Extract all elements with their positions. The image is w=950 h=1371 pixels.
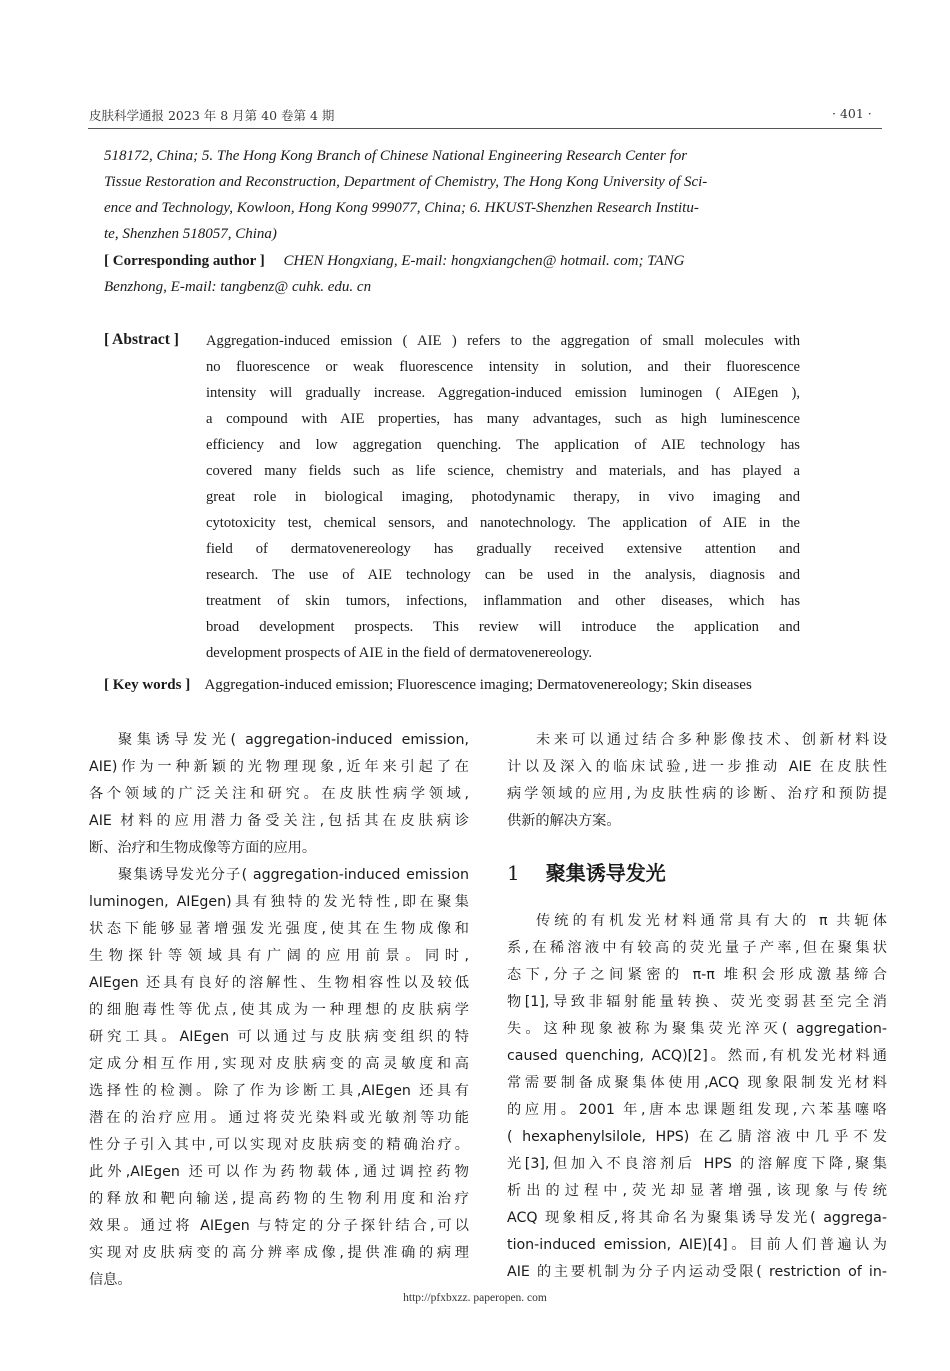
body-line: 析出的过程中,荧光却显著增强,该现象与传统 xyxy=(507,1183,887,1199)
body-line: 的应用。2001 年,唐本忠课题组发现,六苯基噻咯 xyxy=(507,1102,887,1118)
body-line: 实现对皮肤病变的高分辨率成像,提供准确的病理 xyxy=(89,1245,469,1261)
abstract-label: [ Abstract ] xyxy=(104,331,179,348)
body-line: AIE 材料的应用潜力备受关注,包括其在皮肤病诊 xyxy=(89,813,469,829)
abstract-line: Aggregation-induced emission ( AIE ) refers to the aggregation of small molecules with xyxy=(206,333,800,349)
abstract-line: broad development prospects. This review will introduce the application and xyxy=(206,619,800,635)
body-line: 供新的解决方案。 xyxy=(507,813,621,829)
body-line: 断、治疗和生物成像等方面的应用。 xyxy=(89,840,317,856)
intro-paragraph-1 xyxy=(89,727,469,862)
body-line: 各个领域的广泛关注和研究。在皮肤性病学领域, xyxy=(89,786,469,802)
abstract-line: research. The use of AIE technology can be used in the analysis, diagnosis and xyxy=(206,567,800,583)
body-line: 聚集诱导发光( aggregation-induced emission, xyxy=(118,732,469,748)
page-number: · 401 · xyxy=(832,106,872,121)
abstract-line: field of dermatovenereology has gradually received extensive attention and xyxy=(206,541,800,557)
corresponding-label: [ Corresponding author ] xyxy=(104,253,265,269)
corresponding-contact-cont: Benzhong, E-mail: tangbenz@ cuhk. edu. cn xyxy=(104,279,372,295)
body-line: AIEgen 还具有良好的溶解性、生物相容性以及较低 xyxy=(89,975,469,991)
body-line: luminogen, AIEgen)具有独特的发光特性,即在聚集 xyxy=(89,894,469,910)
keywords-label: [ Key words ] xyxy=(104,677,191,693)
abstract-body xyxy=(206,328,800,666)
affiliation-line: Tissue Restoration and Reconstruction, Department of Chemistry, The Hong Kong University of Sci- xyxy=(104,174,708,190)
affiliation-line: te, Shenzhen 518057, China) xyxy=(104,226,277,242)
abstract-line: great role in biological imaging, photodynamic therapy, in vivo imaging and xyxy=(206,489,800,505)
body-line: 病学领域的应用,为皮肤性病的诊断、治疗和预防提 xyxy=(507,786,887,802)
abstract-line: a compound with AIE properties, has many advantages, such as high luminescence xyxy=(206,411,800,427)
body-line: 物[1],导致非辐射能量转换、荧光变弱甚至完全消 xyxy=(507,994,887,1010)
body-line: 潜在的治疗应用。通过将荧光染料或光敏剂等功能 xyxy=(89,1110,469,1126)
body-line: 的细胞毒性等优点,使其成为一种理想的皮肤病学 xyxy=(89,1002,469,1018)
body-line: 系,在稀溶液中有较高的荧光量子产率,但在聚集状 xyxy=(507,940,887,956)
section-heading xyxy=(507,857,666,886)
affiliation-line: ence and Technology, Kowloon, Hong Kong 999077, China; 6. HKUST-Shenzhen Research Institu- xyxy=(104,200,699,216)
body-line: 态下,分子之间紧密的 π-π 堆积会形成激基缔合 xyxy=(507,967,887,983)
body-line: 光[3],但加入不良溶剂后 HPS 的溶解度下降,聚集 xyxy=(507,1156,887,1172)
body-line: 生物探针等领域具有广阔的应用前景。同时, xyxy=(89,948,469,964)
body-line: ( hexaphenylsilole, HPS) 在乙腈溶液中几乎不发 xyxy=(507,1129,887,1145)
body-line: 效果。通过将 AIEgen 与特定的分子探针结合,可以 xyxy=(89,1218,469,1234)
abstract-line: covered many fields such as life science, chemistry and materials, and has played a xyxy=(206,463,800,479)
section-title: 聚集诱导发光 xyxy=(545,861,666,885)
body-line: 聚集诱导发光分子( aggregation-induced emission xyxy=(118,867,469,883)
body-line: 未来可以通过结合多种影像技术、创新材料设 xyxy=(536,732,887,748)
footer-url: http://pfxbxzz. paperopen. com xyxy=(403,1292,547,1304)
outlook-paragraph xyxy=(507,727,887,835)
section-number: 1 xyxy=(507,861,520,885)
section-1-paragraph xyxy=(507,908,887,1286)
header-rule xyxy=(88,128,882,129)
body-line: 定成分相互作用,实现对皮肤病变的高灵敏度和高 xyxy=(89,1056,469,1072)
body-line: 选择性的检测。除了作为诊断工具,AIEgen 还具有 xyxy=(89,1083,469,1099)
abstract-line: efficiency and low aggregation quenching. The application of AIE technology has xyxy=(206,437,800,453)
body-line: 性分子引入其中,可以实现对皮肤病变的精确治疗。 xyxy=(89,1137,469,1153)
abstract-line: development prospects of AIE in the field of dermatovenereology. xyxy=(206,645,593,661)
body-line: tion-induced emission, AIE)[4]。目前人们普遍认为 xyxy=(507,1237,887,1253)
intro-paragraph-2 xyxy=(89,862,469,1294)
abstract-line: cytotoxicity test, chemical sensors, and nanotechnology. The application of AIE in the xyxy=(206,515,800,531)
body-line: 此外,AIEgen 还可以作为药物载体,通过调控药物 xyxy=(89,1164,469,1180)
body-line: AIE)作为一种新颖的光物理现象,近年来引起了在 xyxy=(89,759,469,775)
body-line: 状态下能够显著增强发光强度,使其在生物成像和 xyxy=(89,921,469,937)
corresponding-author xyxy=(104,248,684,274)
abstract-line: no fluorescence or weak fluorescence intensity in solution, and their fluorescence xyxy=(206,359,800,375)
keywords xyxy=(104,677,752,694)
body-line: 信息。 xyxy=(89,1272,132,1288)
body-line: caused quenching, ACQ)[2]。然而,有机发光材料通 xyxy=(507,1048,887,1064)
affiliation-line: 518172, China; 5. The Hong Kong Branch of Chinese National Engineering Research Center for xyxy=(104,148,688,164)
body-line: 传统的有机发光材料通常具有大的 π 共轭体 xyxy=(536,913,887,929)
body-line: 研究工具。AIEgen 可以通过与皮肤病变组织的特 xyxy=(89,1029,469,1045)
corresponding-contact: CHEN Hongxiang, E-mail: hongxiangchen@ hotmail. com; TANG xyxy=(283,253,685,269)
body-line: AIE 的主要机制为分子内运动受限( restriction of in- xyxy=(507,1264,887,1280)
journal-header: 皮肤科学通报 2023 年 8 月第 40 卷第 4 期 xyxy=(89,108,335,123)
body-line: ACQ 现象相反,将其命名为聚集诱导发光( aggrega- xyxy=(507,1210,887,1226)
body-line: 失。这种现象被称为聚集荧光淬灭( aggregation- xyxy=(507,1021,887,1037)
body-line: 的释放和靶向输送,提高药物的生物利用度和治疗 xyxy=(89,1191,469,1207)
keywords-text: Aggregation-induced emission; Fluorescence imaging; Dermatovenereology; Skin diseases xyxy=(204,677,752,693)
abstract-line: treatment of skin tumors, infections, inflammation and other diseases, which has xyxy=(206,593,800,609)
body-line: 计以及深入的临床试验,进一步推动 AIE 在皮肤性 xyxy=(507,759,887,775)
body-line: 常需要制备成聚集体使用,ACQ 现象限制发光材料 xyxy=(507,1075,887,1091)
abstract-line: intensity will gradually increase. Aggregation-induced emission luminogen ( AIEgen ), xyxy=(206,385,800,401)
